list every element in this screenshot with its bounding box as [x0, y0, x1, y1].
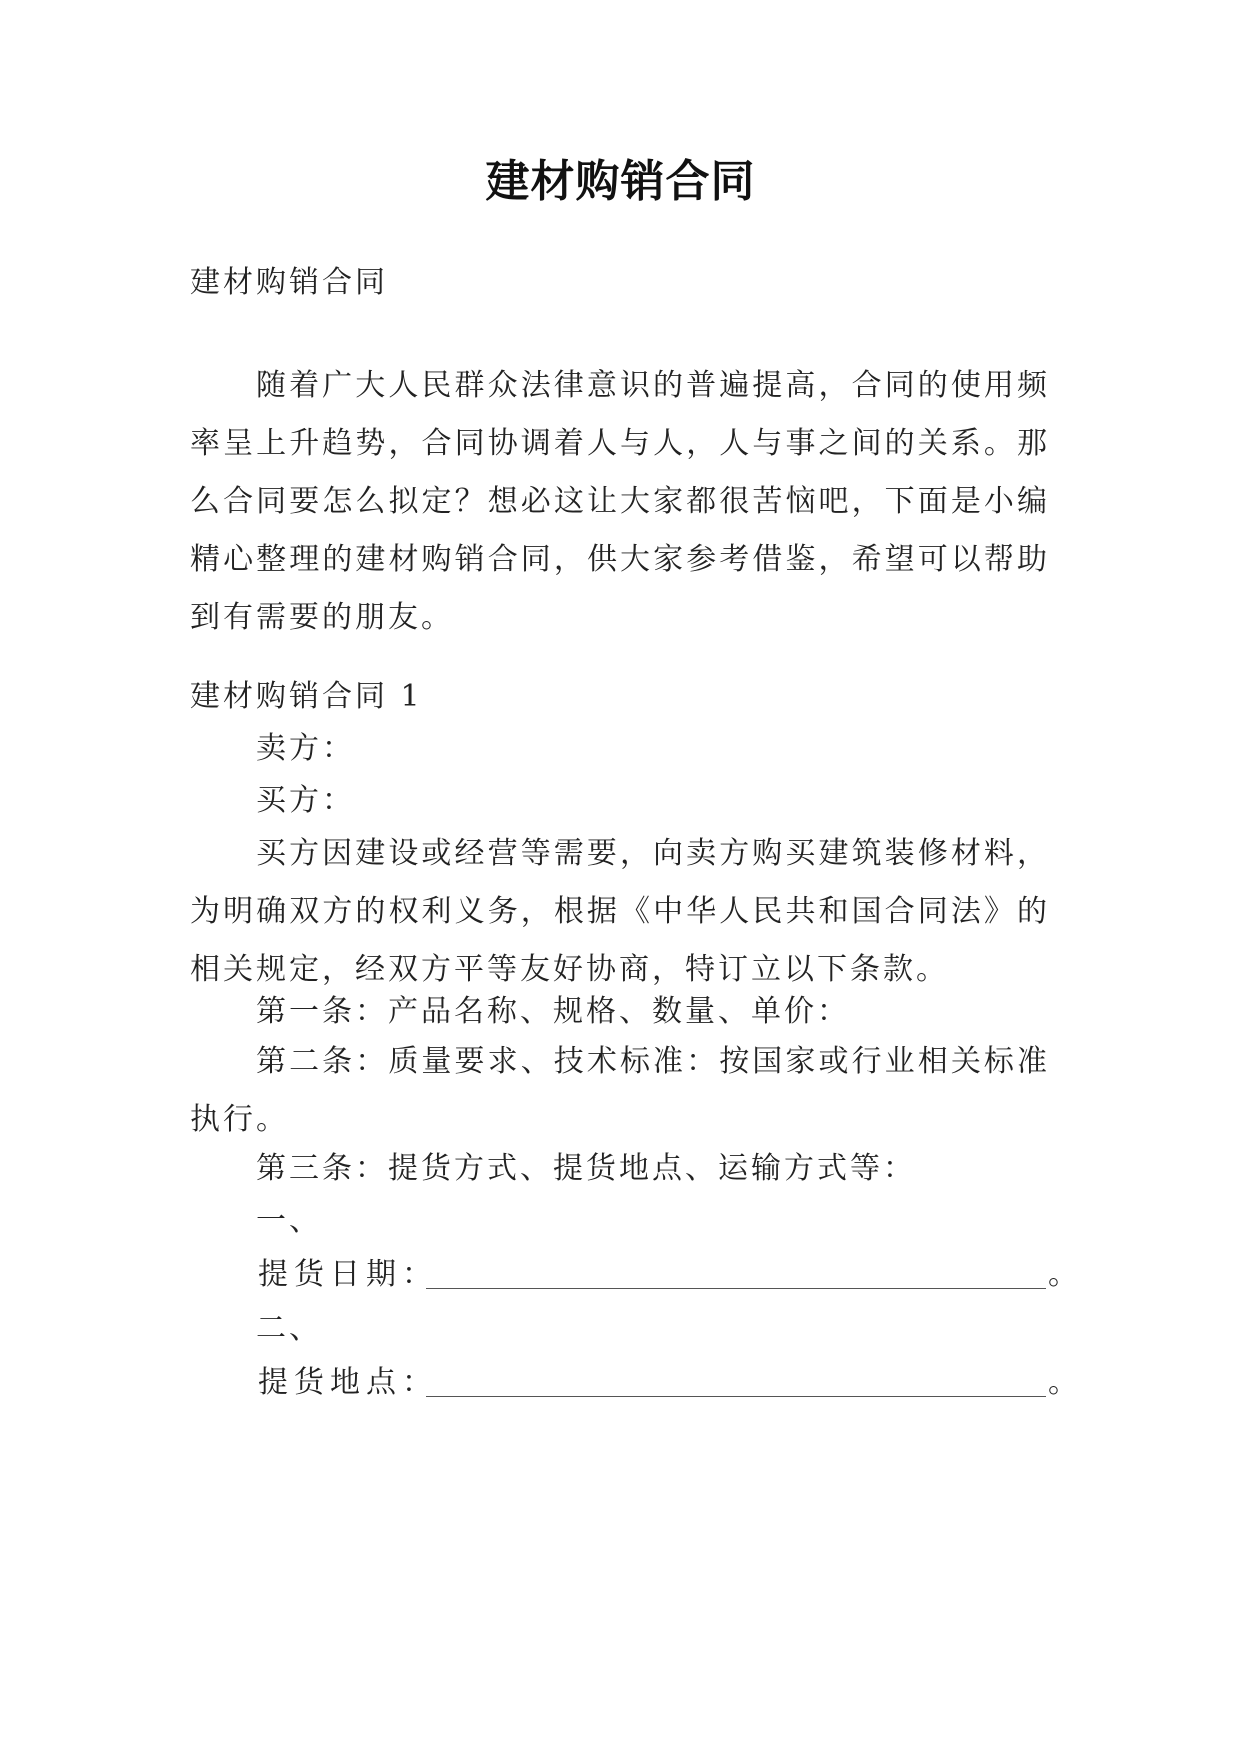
- preamble-paragraph: 买方因建设或经营等需要，向卖方购买建筑装修材料，为明确双方的权利义务，根据《中华人民共和国合同法》的相关规定，经双方平等友好协商，特订立以下条款。: [190, 836, 1050, 987]
- document-title: 建材购销合同: [485, 156, 756, 207]
- article-1: 第一条：产品名称、规格、数量、单价：: [256, 994, 850, 1029]
- intro-paragraph: 随着广大人民群众法律意识的普遍提高，合同的使用频率呈上升趋势，合同协调着人与人，人与事之间的关系。那么合同要怎么拟定？想必这让大家都很苦恼吧，下面是小编精心整理的建材购销合同，供大家参考借鉴，希望可以帮助到有需要的朋友。: [190, 368, 1050, 635]
- delivery-date-blank: [426, 1288, 1046, 1289]
- delivery-date-label: 提货日期：: [258, 1257, 438, 1292]
- seller-label: 卖方：: [256, 731, 355, 766]
- document-subtitle: 建材购销合同: [190, 265, 388, 300]
- buyer-label: 买方：: [256, 783, 355, 818]
- contract-heading: 建材购销合同 1: [190, 679, 423, 714]
- article-2: 第二条：质量要求、技术标准：按国家或行业相关标准执行。: [190, 1044, 1050, 1137]
- item-1-number: 一、: [256, 1203, 322, 1238]
- delivery-location-blank: [426, 1396, 1046, 1397]
- delivery-location-end: 。: [1048, 1365, 1084, 1400]
- article-3: 第三条：提货方式、提货地点、运输方式等：: [256, 1151, 916, 1186]
- delivery-date-row: [258, 1254, 1084, 1296]
- delivery-location-label: 提货地点：: [258, 1365, 438, 1400]
- delivery-date-end: 。: [1048, 1257, 1084, 1292]
- delivery-location-row: [258, 1362, 1084, 1404]
- item-2-number: 二、: [256, 1311, 322, 1346]
